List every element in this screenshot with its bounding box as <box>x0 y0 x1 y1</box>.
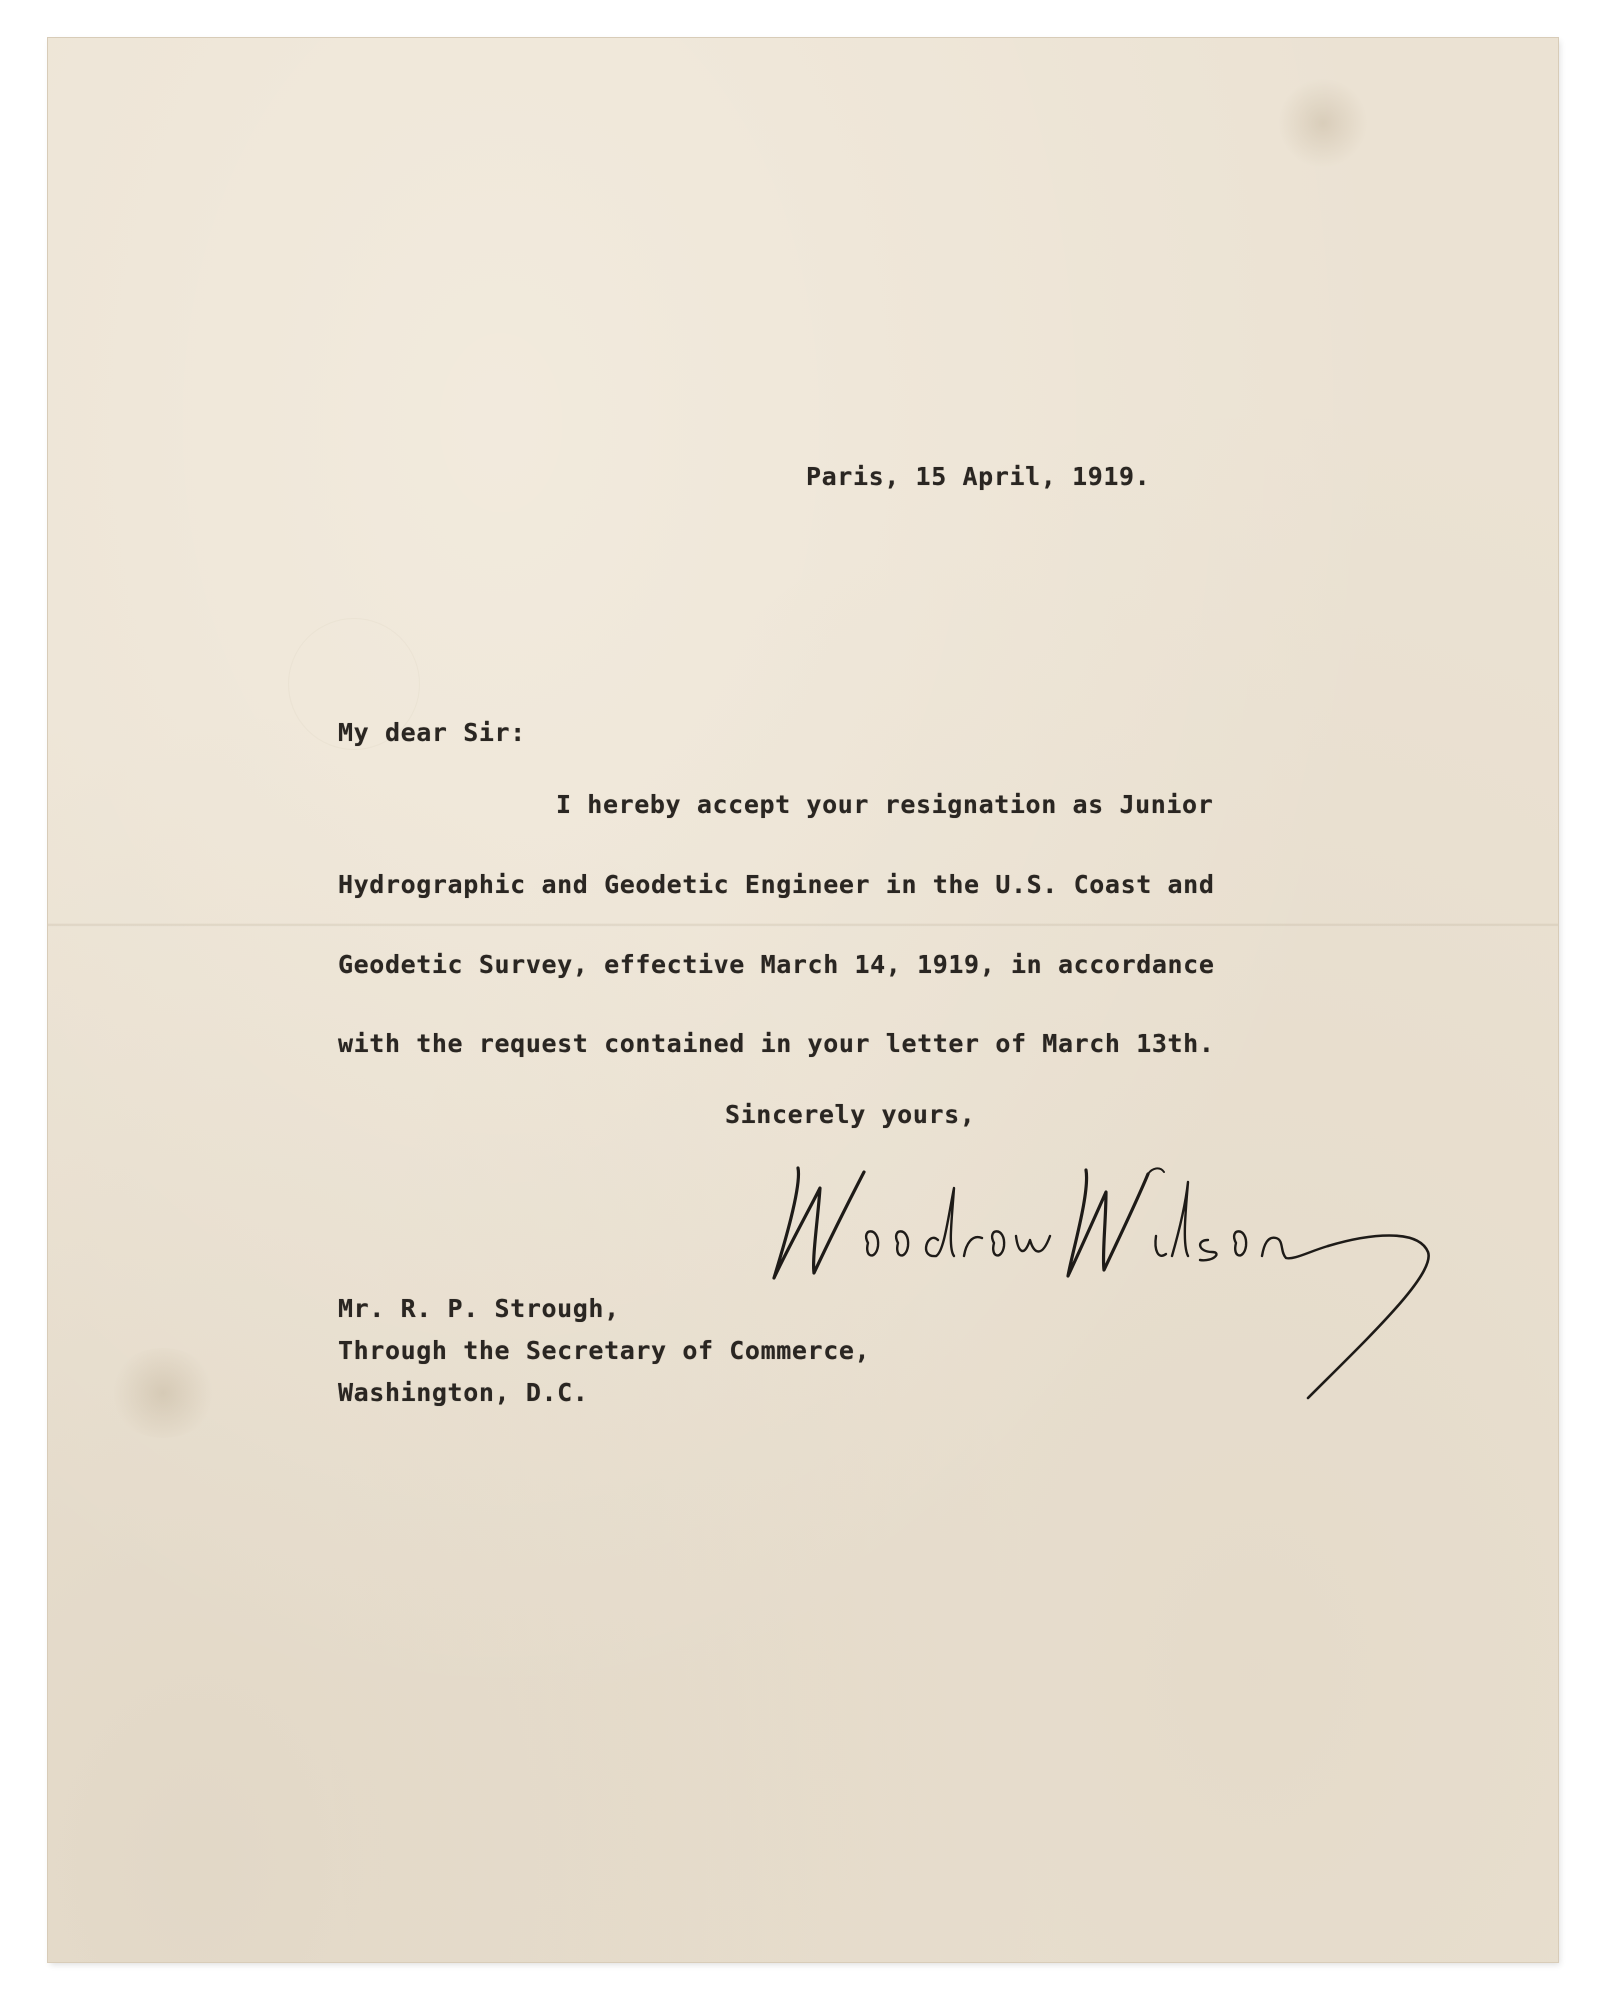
closing: Sincerely yours, <box>725 1100 976 1129</box>
signature <box>768 1148 1468 1428</box>
body-line-2: Hydrographic and Geodetic Engineer in the U.S. Coast and <box>338 870 1215 899</box>
salutation: My dear Sir: <box>338 718 526 747</box>
letter-date: Paris, 15 April, 1919. <box>806 462 1151 491</box>
recipient-line-3: Washington, D.C. <box>338 1378 589 1407</box>
letter-page <box>48 38 1558 1962</box>
stain-top-right <box>1278 78 1368 168</box>
body-line-3: Geodetic Survey, effective March 14, 1919, in accordance <box>338 950 1215 979</box>
recipient-line-1: Mr. R. P. Strough, <box>338 1294 620 1323</box>
body-line-4: with the request contained in your letter of March 13th. <box>338 1029 1215 1058</box>
paper-fold <box>48 923 1558 927</box>
recipient-line-2: Through the Secretary of Commerce, <box>338 1336 871 1365</box>
stain-left <box>108 1348 218 1438</box>
body-line-1: I hereby accept your resignation as Junior <box>556 790 1214 819</box>
